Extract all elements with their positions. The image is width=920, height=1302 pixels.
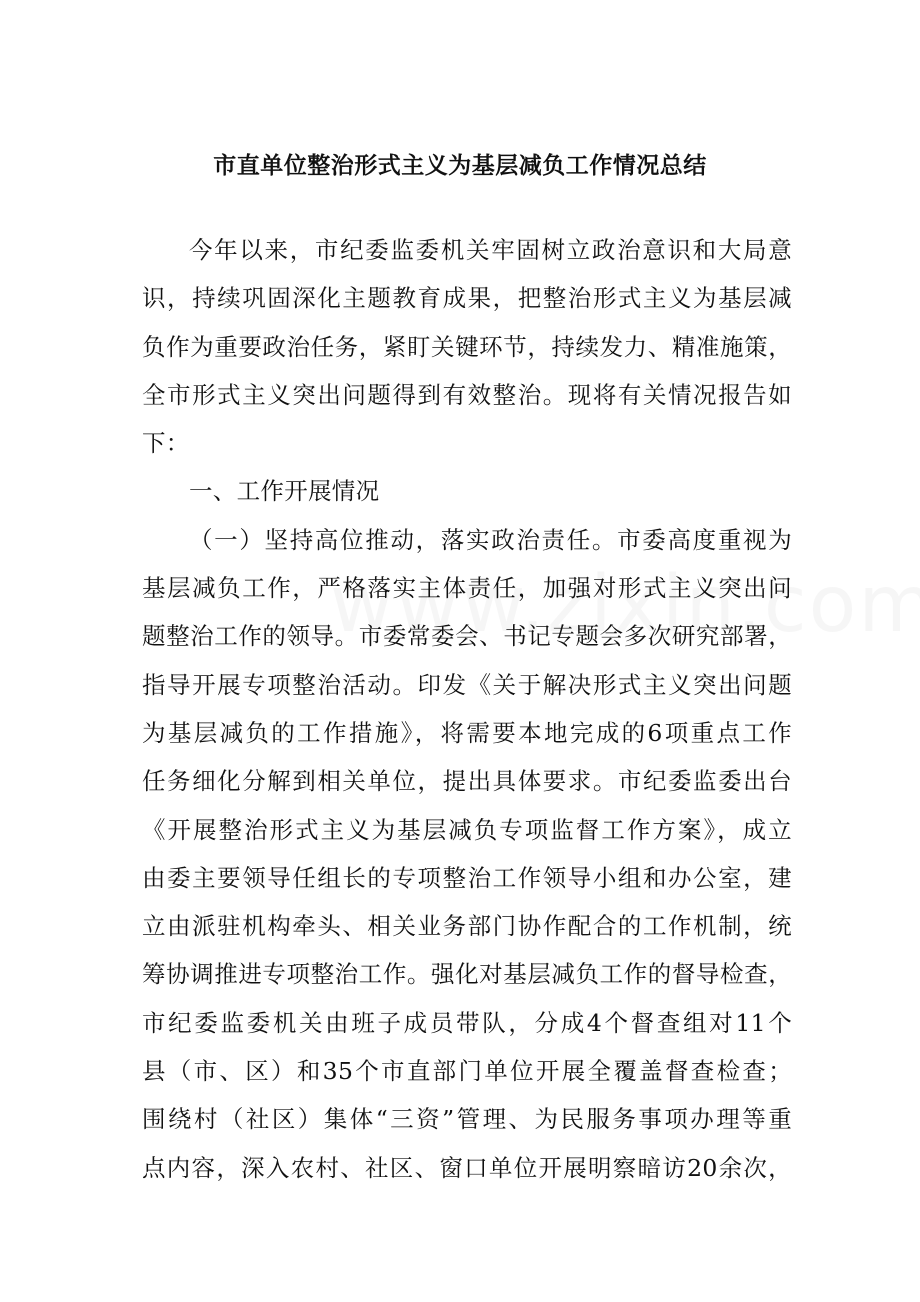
paragraph2-line: 点内容，深入农村、社区、窗口单位开展明察暗访20余次，	[142, 1153, 792, 1182]
paragraph2-line: 基层减负工作，严格落实主体责任，加强对形式主义突出问	[142, 574, 792, 603]
paragraph2-line: 题整治工作的领导。市委常委会、书记专题会多次研究部署，	[142, 622, 792, 651]
paragraph2-line: 任务细化分解到相关单位，提出具体要求。市纪委监委出台	[142, 767, 792, 796]
document-body	[142, 226, 792, 1192]
paragraph2-line: 由委主要领导任组长的专项整治工作领导小组和办公室，建	[142, 863, 792, 892]
paragraph2-line: 指导开展专项整治活动。印发《关于解决形式主义突出问题	[142, 670, 792, 699]
paragraph1-line: 全市形式主义突出问题得到有效整治。现将有关情况报告如	[142, 380, 792, 409]
paragraph2-line: 市纪委监委机关由班子成员带队，分成4个督查组对11个	[142, 1008, 792, 1037]
section1-heading: 一、工作开展情况	[189, 477, 380, 506]
paragraph2-line: 筹协调推进专项整治工作。强化对基层减负工作的督导检查，	[142, 960, 792, 989]
paragraph2-line: 《开展整治形式主义为基层减负专项监督工作方案》，成立	[142, 815, 792, 844]
paragraph2-line: （一）坚持高位推动，落实政治责任。市委高度重视为	[189, 525, 792, 554]
paragraph1-line: 负作为重要政治任务，紧盯关键环节，持续发力、精准施策，	[142, 332, 792, 361]
paragraph1-line: 识，持续巩固深化主题教育成果，把整治形式主义为基层减	[142, 284, 792, 313]
document-title: 市直单位整治形式主义为基层减负工作情况总结	[213, 152, 707, 179]
paragraph2-line: 县（市、区）和35个市直部门单位开展全覆盖督查检查；	[142, 1057, 792, 1086]
paragraph1-line: 下：	[142, 429, 190, 458]
paragraph2-line: 立由派驻机构牵头、相关业务部门协作配合的工作机制，统	[142, 912, 792, 941]
paragraph2-line: 围绕村（社区）集体“三资”管理、为民服务事项办理等重	[142, 1105, 792, 1134]
paragraph2-line: 为基层减负的工作措施》，将需要本地完成的6项重点工作	[142, 718, 792, 747]
paragraph1-line: 今年以来，市纪委监委机关牢固树立政治意识和大局意	[189, 236, 792, 264]
